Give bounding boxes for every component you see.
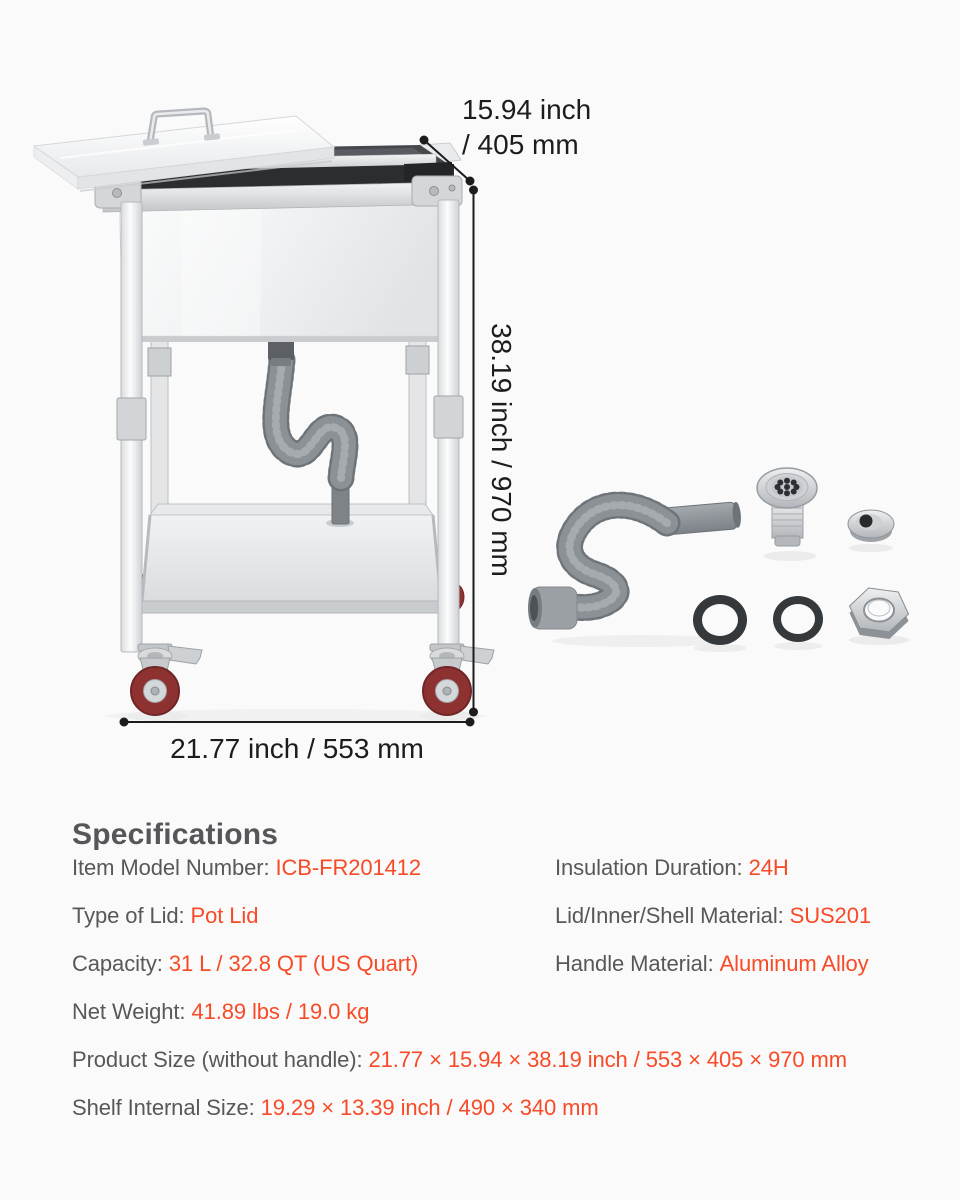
spec-label: Capacity:	[72, 951, 163, 976]
spec-label: Lid/Inner/Shell Material:	[555, 903, 784, 928]
accessories-illustration	[528, 468, 909, 652]
lower-shelf	[142, 504, 441, 613]
spec-insulation-duration	[555, 852, 789, 884]
spec-value: 21.77 × 15.94 × 38.19 inch / 553 × 405 × 970 mm	[368, 1047, 847, 1072]
spec-handle-material	[555, 948, 869, 980]
spec-value: Aluminum Alloy	[719, 951, 869, 976]
spec-label: Type of Lid:	[72, 903, 185, 928]
spec-value: 19.29 × 13.39 inch / 490 × 340 mm	[260, 1095, 599, 1120]
spec-value: 24H	[748, 855, 789, 880]
cart-drain-hose	[268, 336, 354, 527]
basin	[119, 198, 451, 342]
drain-strainer	[757, 468, 817, 561]
specifications-title: Specifications	[72, 817, 279, 851]
rubber-gasket-2	[773, 596, 823, 650]
spec-value: Pot Lid	[190, 903, 259, 928]
spec-capacity	[72, 948, 418, 980]
spec-item-model-number	[72, 852, 421, 884]
spec-product-size	[72, 1044, 847, 1076]
spec-label: Insulation Duration:	[555, 855, 743, 880]
spec-label: Shelf Internal Size:	[72, 1095, 255, 1120]
drain-stopper	[848, 510, 894, 552]
spec-shelf-internal-size	[72, 1092, 599, 1124]
cart-illustration	[34, 111, 494, 723]
spec-type-of-lid	[72, 900, 258, 932]
spec-value: ICB-FR201412	[275, 855, 422, 880]
spec-net-weight	[72, 996, 369, 1028]
spec-value: SUS201	[789, 903, 871, 928]
hex-nut	[849, 588, 909, 645]
spec-value: 31 L / 32.8 QT (US Quart)	[168, 951, 419, 976]
height-dimension-label: 38.19 inch / 970 mm	[486, 323, 517, 577]
depth-dimension-label-line2: / 405 mm	[462, 129, 579, 160]
spec-label: Product Size (without handle):	[72, 1047, 363, 1072]
spec-lid-inner-shell-material	[555, 900, 871, 932]
front-caster-left	[128, 644, 202, 721]
front-caster-right	[420, 644, 494, 721]
depth-dimension-label-line1: 15.94 inch	[462, 94, 592, 125]
spec-label: Item Model Number:	[72, 855, 270, 880]
spec-label: Net Weight:	[72, 999, 186, 1024]
width-dimension-label: 21.77 inch / 553 mm	[170, 733, 424, 764]
spec-label: Handle Material:	[555, 951, 714, 976]
spec-value: 41.89 lbs / 19.0 kg	[191, 999, 370, 1024]
